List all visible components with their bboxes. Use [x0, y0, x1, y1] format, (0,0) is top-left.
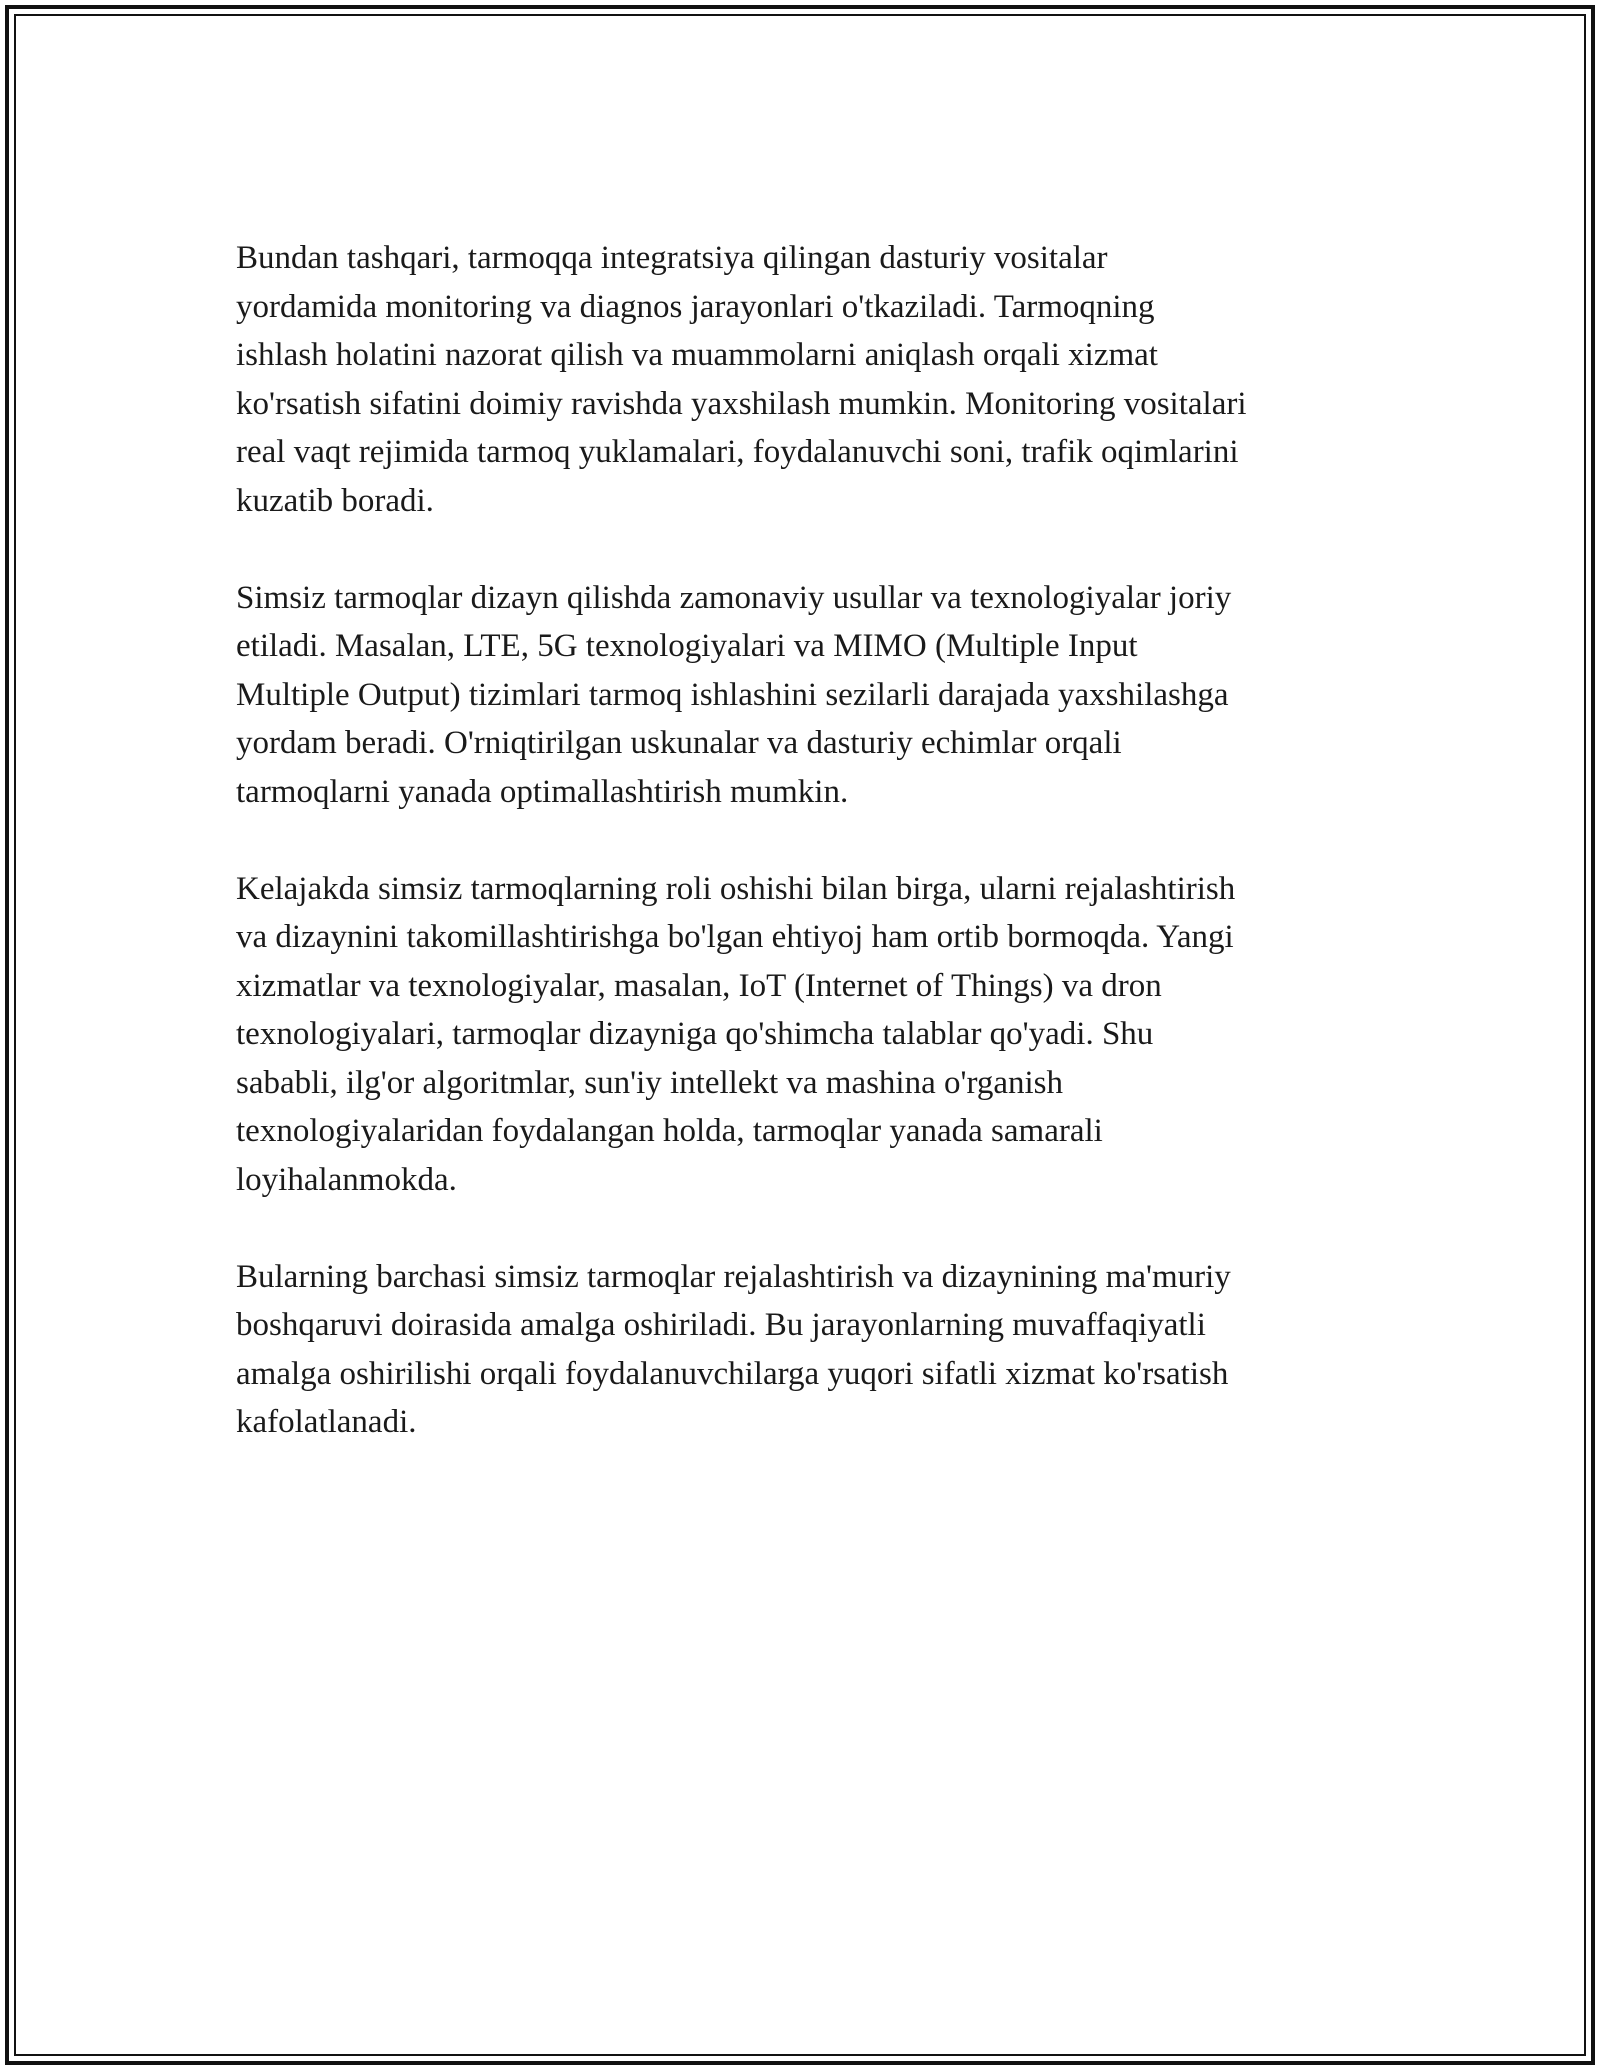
text-line: kafolatlanadi. — [236, 1404, 417, 1440]
text-line: boshqaruvi doirasida amalga oshiriladi. Bu jarayonlarning muvaffaqiyatli — [236, 1307, 1206, 1343]
text-line: texnologiyalaridan foydalangan holda, tarmoqlar yanada samarali — [236, 1113, 1103, 1149]
text-line: Kelajakda simsiz tarmoqlarning roli oshishi bilan birga, ularni rejalashtirish — [236, 870, 1236, 907]
text-line: etiladi. Masalan, LTE, 5G texnologiyalari va MIMO (Multiple Input — [236, 628, 1138, 664]
text-line: xizmatlar va texnologiyalar, masalan, IoT (Internet of Things) va dron — [236, 967, 1162, 1004]
paragraph-conclusion — [236, 1253, 1366, 1447]
text-line: texnologiyalari, tarmoqlar dizayniga qo'shimcha talablar qo'yadi. Shu — [236, 1016, 1154, 1052]
text-line: Simsiz tarmoqlar dizayn qilishda zamonaviy usullar va texnologiyalar joriy — [236, 579, 1232, 616]
text-line: va dizaynini takomillashtirishga bo'lgan ehtiyoj ham ortib bormoqda. Yangi — [236, 919, 1234, 955]
text-line: tarmoqlarni yanada optimallashtirish mumkin. — [236, 773, 849, 810]
text-line: Multiple Output) tizimlari tarmoq ishlashini sezilarli darajada yaxshilashga — [236, 676, 1229, 713]
text-line: ishlash holatini nazorat qilish va muammolarni aniqlash orqali xizmat — [236, 337, 1158, 373]
text-line: ko'rsatish sifatini doimiy ravishda yaxshilash mumkin. Monitoring vositalari — [236, 385, 1247, 422]
text-line: kuzatib boradi. — [236, 482, 434, 519]
text-line: yordam beradi. O'rniqtirilgan uskunalar va dasturiy echimlar orqali — [236, 725, 1122, 761]
text-line: sababli, ilg'or algoritmlar, sun'iy intellekt va mashina o'rganish — [236, 1064, 1063, 1101]
paragraph-technologies — [236, 574, 1366, 817]
text-line: amalga oshirilishi orqali foydalanuvchilarga yuqori sifatli xizmat ko'rsatish — [236, 1355, 1229, 1392]
paragraph-future — [236, 865, 1366, 1205]
text-line: yordamida monitoring va diagnos jarayonlari o'tkaziladi. Tarmoqning — [236, 288, 1155, 325]
text-line: loyihalanmokda. — [236, 1161, 457, 1198]
document-body — [236, 234, 1366, 1495]
text-line: Bularning barchasi simsiz tarmoqlar rejalashtirish va dizaynining ma'muriy — [236, 1258, 1231, 1295]
text-line: Bundan tashqari, tarmoqqa integratsiya qilingan dasturiy vositalar — [236, 240, 1108, 276]
paragraph-monitoring — [236, 234, 1366, 525]
text-line: real vaqt rejimida tarmoq yuklamalari, foydalanuvchi soni, trafik oqimlarini — [236, 434, 1239, 470]
